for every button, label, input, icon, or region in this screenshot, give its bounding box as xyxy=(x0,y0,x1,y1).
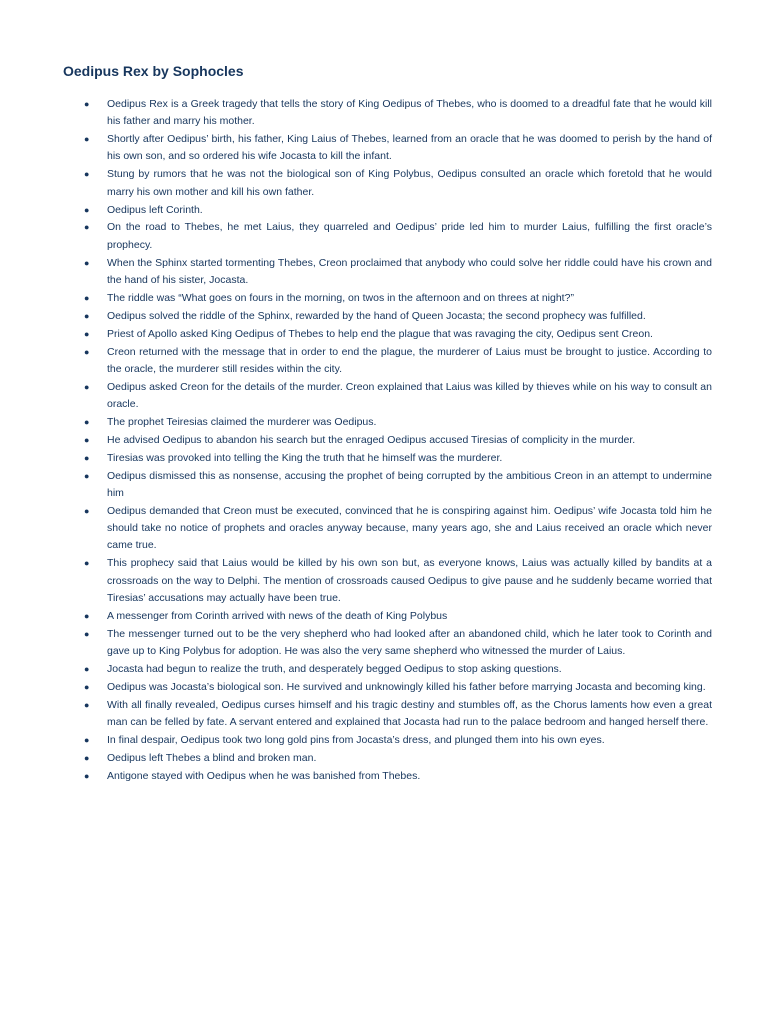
list-item-text: A messenger from Corinth arrived with news of the death of King Polybus xyxy=(107,609,448,622)
document-title: Oedipus Rex by Sophocles xyxy=(63,63,244,79)
list-item xyxy=(80,166,712,201)
list-item xyxy=(80,202,712,219)
list-item xyxy=(80,768,712,785)
bullet-icon: ● xyxy=(84,292,90,303)
list-item xyxy=(80,750,712,767)
list-item xyxy=(80,732,712,749)
bullet-icon: ● xyxy=(84,734,90,745)
list-item xyxy=(80,450,712,467)
list-item-text: Creon returned with the message that in order to end the plague, the murderer of Laius must be brought to justice. According to the oracle, the murderer still resides within the city. xyxy=(107,345,712,375)
list-item-text: Shortly after Oedipus’ birth, his father, King Laius of Thebes, learned from an oracle that he was doomed to perish by the hand of his own son, and so ordered his wife Jocasta to kill the infant. xyxy=(107,133,712,163)
bullet-icon: ● xyxy=(84,452,90,463)
bullet-icon: ● xyxy=(84,663,90,674)
bullet-icon: ● xyxy=(84,752,90,763)
bullet-icon: ● xyxy=(84,699,90,710)
list-item xyxy=(80,131,712,166)
list-item-text: In final despair, Oedipus took two long gold pins from Jocasta’s dress, and plunged them into his own eyes. xyxy=(107,733,605,746)
bullet-icon: ● xyxy=(84,204,90,215)
list-item xyxy=(80,468,712,503)
bullet-icon: ● xyxy=(84,681,90,692)
list-item xyxy=(80,626,712,661)
list-item xyxy=(80,679,712,696)
list-item-text: Antigone stayed with Oedipus when he was banished from Thebes. xyxy=(107,769,421,782)
list-item xyxy=(80,414,712,431)
list-item xyxy=(80,255,712,290)
list-item xyxy=(80,555,712,607)
bullet-icon: ● xyxy=(84,434,90,445)
bullet-icon: ● xyxy=(84,381,90,392)
list-item-text: This prophecy said that Laius would be killed by his own son but, as everyone knows, Laius was actually killed by bandits at a crossroads on the way to Delphi. The mention of crossroads caused Oedipus to give pause and he suddenly became worried that Tiresias’ accusations may actually have been true. xyxy=(107,557,712,604)
list-item xyxy=(80,344,712,379)
list-item xyxy=(80,608,712,625)
bullet-list xyxy=(80,96,712,785)
bullet-icon: ● xyxy=(84,558,90,569)
list-item-text: Oedipus left Thebes a blind and broken man. xyxy=(107,751,317,764)
list-item-text: When the Sphinx started tormenting Thebes, Creon proclaimed that anybody who could solve her riddle could have his crown and the hand of his sister, Jocasta. xyxy=(107,256,712,286)
list-item-text: Oedipus asked Creon for the details of the murder. Creon explained that Laius was killed by thieves while on his way to consult an oracle. xyxy=(107,380,712,410)
list-item-text: Oedipus solved the riddle of the Sphinx, rewarded by the hand of Queen Jocasta; the second prophecy was fulfilled. xyxy=(107,309,646,322)
list-item-text: Priest of Apollo asked King Oedipus of Thebes to help end the plague that was ravaging the city, Oedipus sent Creon. xyxy=(107,327,653,340)
list-item-text: Oedipus dismissed this as nonsense, accusing the prophet of being corrupted by the ambitious Creon in an attempt to undermine him xyxy=(107,469,712,499)
list-item xyxy=(80,503,712,555)
bullet-icon: ● xyxy=(84,99,90,109)
bullet-icon: ● xyxy=(84,470,90,481)
list-item-text: Oedipus Rex is a Greek tragedy that tells the story of King Oedipus of Thebes, who is doomed to a dreadful fate that he would kill his father and marry his mother. xyxy=(107,98,712,128)
list-item xyxy=(80,219,712,254)
bullet-icon: ● xyxy=(84,134,90,145)
bullet-icon: ● xyxy=(84,628,90,639)
list-item xyxy=(80,432,712,449)
list-item xyxy=(80,308,712,325)
list-item-text: Stung by rumors that he was not the biological son of King Polybus, Oedipus consulted an oracle which foretold that he would marry his own mother and kill his own father. xyxy=(107,168,712,198)
list-item-text: Oedipus was Jocasta’s biological son. He survived and unknowingly killed his father before marrying Jocasta and becoming king. xyxy=(107,680,706,693)
list-item-text: On the road to Thebes, he met Laius, they quarreled and Oedipus’ pride led him to murder Laius, fulfilling the first oracle’s prophecy. xyxy=(107,221,712,251)
list-item-text: He advised Oedipus to abandon his search but the enraged Oedipus accused Tiresias of complicity in the murder. xyxy=(107,433,636,446)
bullet-icon: ● xyxy=(84,346,90,357)
list-item-text: The messenger turned out to be the very shepherd who had looked after an abandoned child, which he later took to Corinth and gave up to King Polybus for adoption. He was also the very same shepherd who witnessed the murder of Laius. xyxy=(107,627,712,657)
bullet-icon: ● xyxy=(84,310,90,321)
list-item-text: Oedipus demanded that Creon must be executed, convinced that he is conspiring against him. Oedipus’ wife Jocasta told him he should take no notice of prophets and oracles anyway because, many years ago, she and Laius received an oracle which never came true. xyxy=(107,504,712,552)
list-item-text: With all finally revealed, Oedipus curses himself and his tragic destiny and stumbles off, as the Chorus laments how even a great man can be felled by fate. A servant entered and explained that Jocasta had run to the palace bedroom and hanged herself there. xyxy=(107,698,712,728)
list-item xyxy=(80,379,712,414)
list-item-text: Tiresias was provoked into telling the King the truth that he himself was the murderer. xyxy=(107,451,503,464)
bullet-icon: ● xyxy=(84,770,90,781)
bullet-icon: ● xyxy=(84,505,90,516)
bullet-icon: ● xyxy=(84,257,90,268)
bullet-icon: ● xyxy=(84,222,90,233)
list-item-text: Jocasta had begun to realize the truth, and desperately begged Oedipus to stop asking questions. xyxy=(107,662,562,675)
list-item-text: The prophet Teiresias claimed the murderer was Oedipus. xyxy=(107,415,377,428)
list-item xyxy=(80,661,712,678)
list-item-text: Oedipus left Corinth. xyxy=(107,203,203,216)
bullet-icon: ● xyxy=(84,328,90,339)
list-item xyxy=(80,326,712,343)
bullet-icon: ● xyxy=(84,416,90,427)
list-item xyxy=(80,96,712,131)
bullet-icon: ● xyxy=(84,169,90,180)
list-item-text: The riddle was “What goes on fours in the morning, on twos in the afternoon and on threes at night?” xyxy=(107,291,574,304)
list-item xyxy=(80,290,712,307)
list-item xyxy=(80,697,712,732)
bullet-icon: ● xyxy=(84,610,90,621)
